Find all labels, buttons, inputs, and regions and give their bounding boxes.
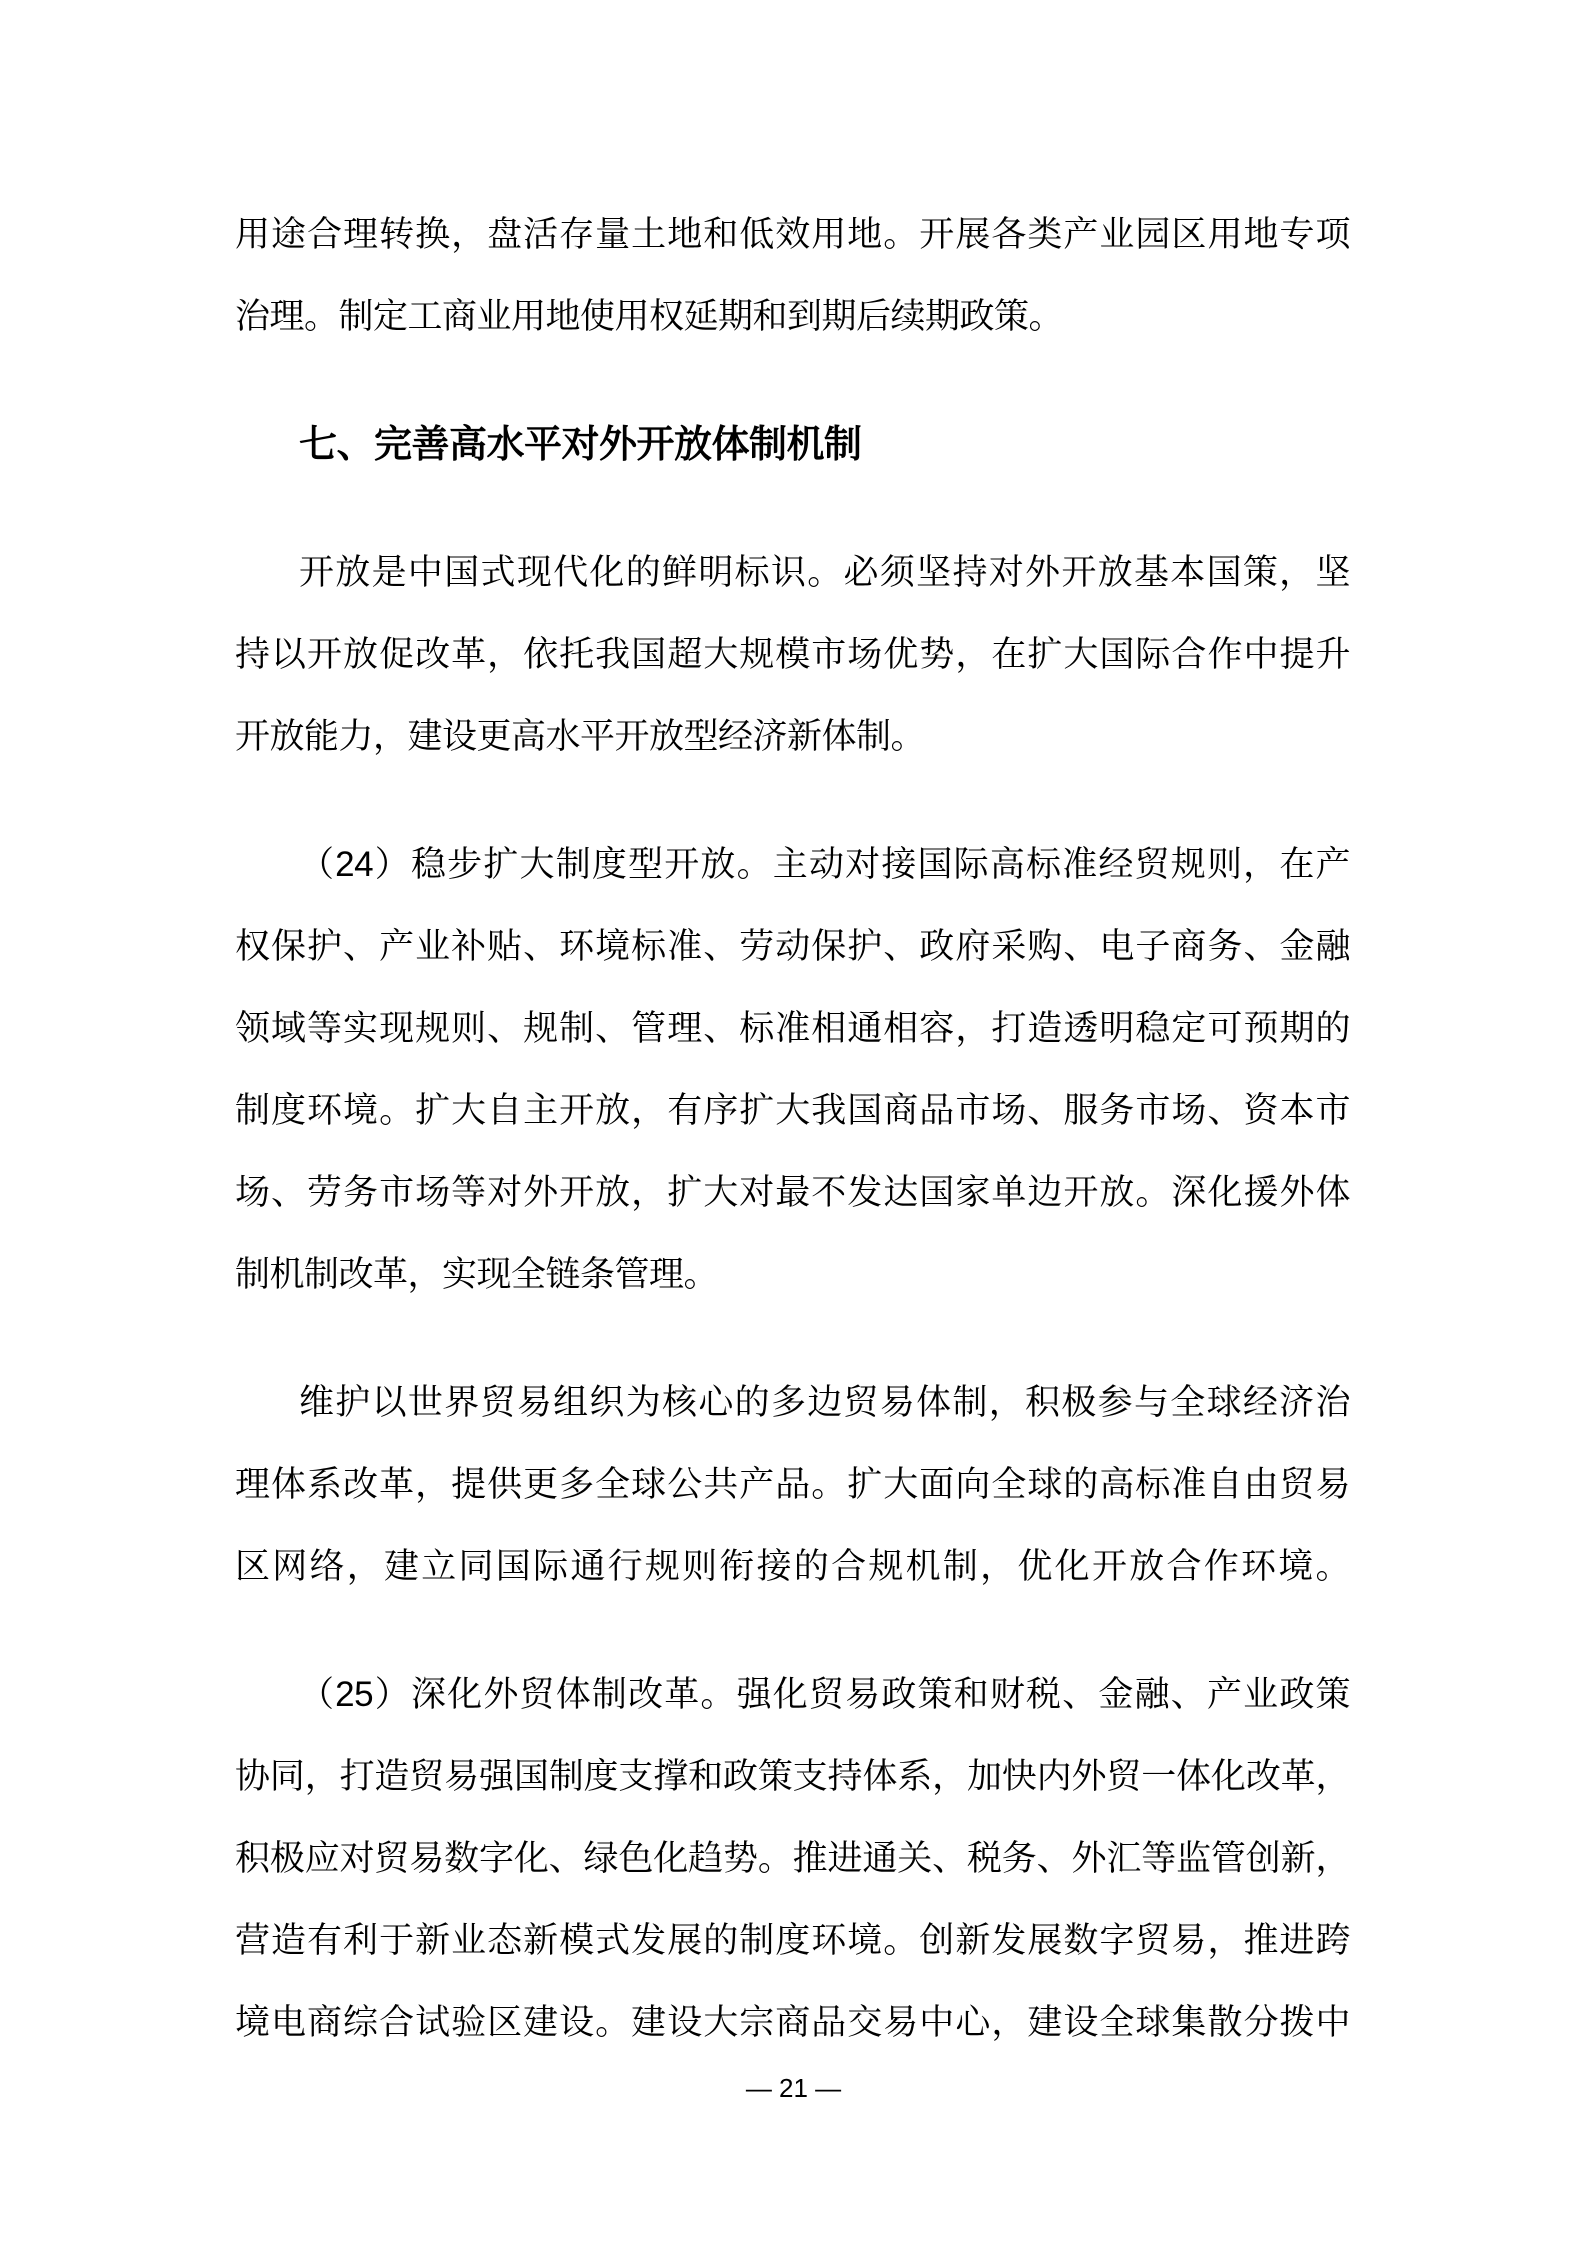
paragraph [235,532,1350,778]
text-line: 开放能力，建设更高水平开放型经济新体制。 [235,717,926,756]
text-line: 积极应对贸易数字化、绿色化趋势。推进通关、税务、外汇等监管创新， [235,1839,1350,1878]
text-line: 制机制改革，实现全链条管理。 [235,1255,719,1294]
text-line: 区网络，建立同国际通行规则衔接的合规机制，优化开放合作环境。 [235,1547,1350,1586]
text-line: （25）深化外贸体制改革。强化贸易政策和财税、金融、产业政策 [299,1675,1350,1714]
text-line: 开放是中国式现代化的鲜明标识。必须坚持对外开放基本国策，坚 [299,553,1350,592]
text-line: 制度环境。扩大自主开放，有序扩大我国商品市场、服务市场、资本市 [235,1091,1350,1130]
section-heading [235,404,1350,486]
paragraph [235,1362,1350,1608]
paragraph [235,824,1350,1316]
text-line: 权保护、产业补贴、环境标准、劳动保护、政府采购、电子商务、金融 [235,927,1350,966]
text-line: 场、劳务市场等对外开放，扩大对最不发达国家单边开放。深化援外体 [235,1173,1350,1212]
page-number: — 21 — [745,2073,842,2103]
text-line: （24）稳步扩大制度型开放。主动对接国际高标准经贸规则，在产 [299,845,1350,884]
text-line: 治理。制定工商业用地使用权延期和到期后续期政策。 [235,297,1064,336]
text-line: 持以开放促改革，依托我国超大规模市场优势，在扩大国际合作中提升 [235,635,1350,674]
paragraph [235,1654,1350,2064]
text-line: 理体系改革，提供更多全球公共产品。扩大面向全球的高标准自由贸易 [235,1465,1350,1504]
page-footer [0,2072,1587,2104]
document-content [235,194,1350,2110]
text-line: 用途合理转换，盘活存量土地和低效用地。开展各类产业园区用地专项 [235,215,1350,254]
text-line: 领域等实现规则、规制、管理、标准相通相容，打造透明稳定可预期的 [235,1009,1350,1048]
paragraph [235,194,1350,358]
text-line: 境电商综合试验区建设。建设大宗商品交易中心，建设全球集散分拨中 [235,2003,1350,2042]
text-line: 协同，打造贸易强国制度支撑和政策支持体系，加快内外贸一体化改革， [235,1757,1350,1796]
text-line: 维护以世界贸易组织为核心的多边贸易体制，积极参与全球经济治 [299,1383,1350,1422]
heading-line: 七、完善高水平对外开放体制机制 [299,424,862,466]
text-line: 营造有利于新业态新模式发展的制度环境。创新发展数字贸易，推进跨 [235,1921,1350,1960]
